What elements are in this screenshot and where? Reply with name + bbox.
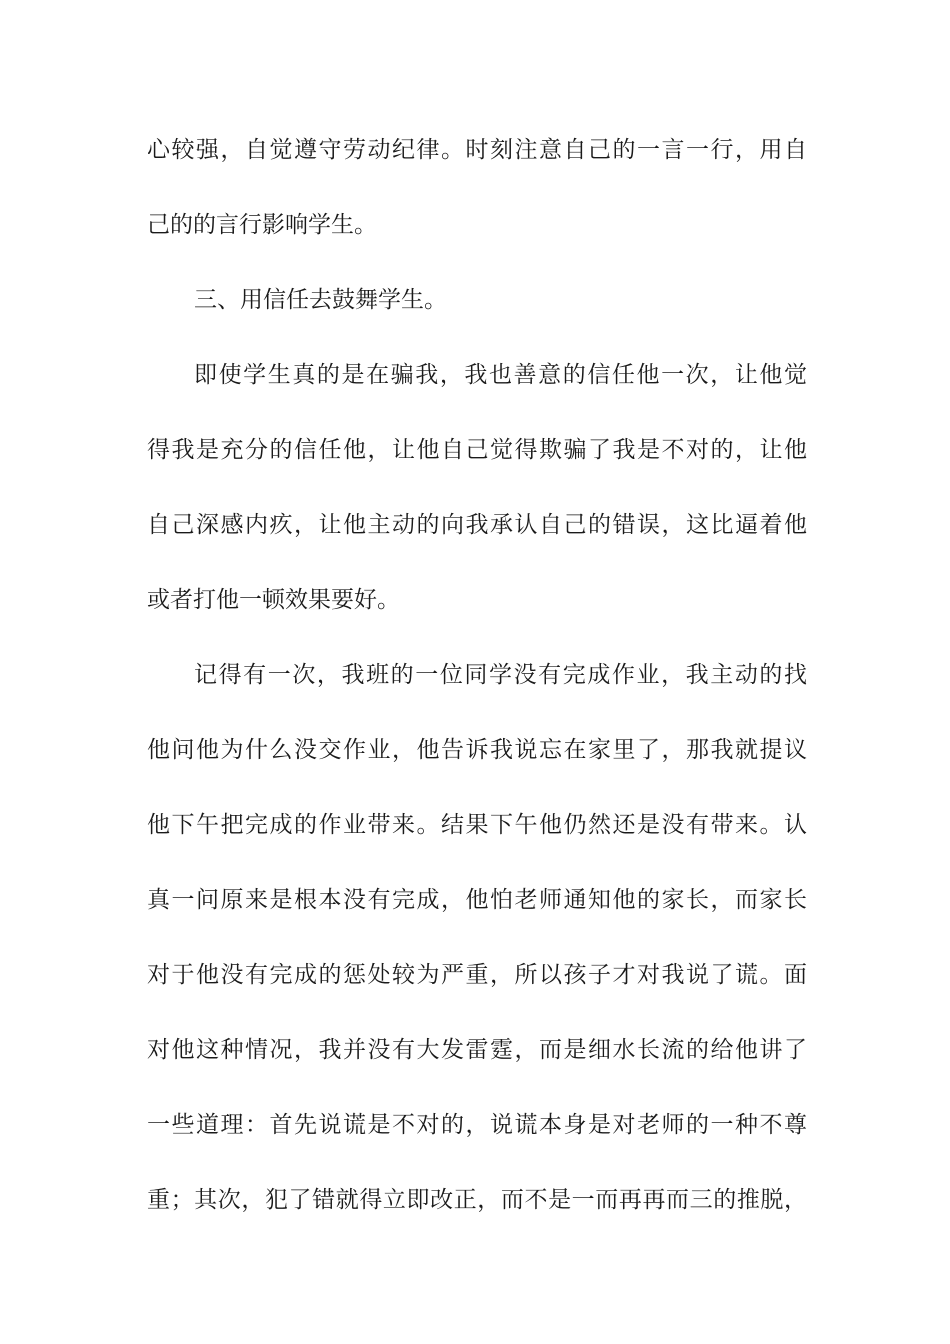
text-line: 对于他没有完成的惩处较为严重，所以孩子才对我说了谎。面 xyxy=(147,962,807,988)
text-line: 心较强，自觉遵守劳动纪律。时刻注意自己的一言一行，用自 xyxy=(147,137,807,163)
text-line: 得我是充分的信任他，让他自己觉得欺骗了我是不对的，让他 xyxy=(147,437,807,463)
text-line: 己的的言行影响学生。 xyxy=(147,212,377,238)
text-line: 他下午把完成的作业带来。结果下午他仍然还是没有带来。认 xyxy=(147,812,807,838)
text-line: 即使学生真的是在骗我，我也善意的信任他一次，让他觉 xyxy=(194,362,807,388)
text-line: 一些道理：首先说谎是不对的，说谎本身是对老师的一种不尊 xyxy=(147,1112,807,1138)
text-line: 重；其次，犯了错就得立即改正，而不是一而再再而三的推脱， xyxy=(147,1187,807,1213)
text-line: 记得有一次，我班的一位同学没有完成作业，我主动的找 xyxy=(194,662,807,688)
text-line: 或者打他一顿效果要好。 xyxy=(147,587,400,613)
text-line: 他问他为什么没交作业，他告诉我说忘在家里了，那我就提议 xyxy=(147,737,807,763)
text-line: 自己深感内疚，让他主动的向我承认自己的错误，这比逼着他 xyxy=(147,512,807,538)
text-line: 对他这种情况，我并没有大发雷霆，而是细水长流的给他讲了 xyxy=(147,1037,807,1063)
section-heading: 三、用信任去鼓舞学生。 xyxy=(194,287,447,313)
text-line: 真一问原来是根本没有完成，他怕老师通知他的家长，而家长 xyxy=(147,887,807,913)
